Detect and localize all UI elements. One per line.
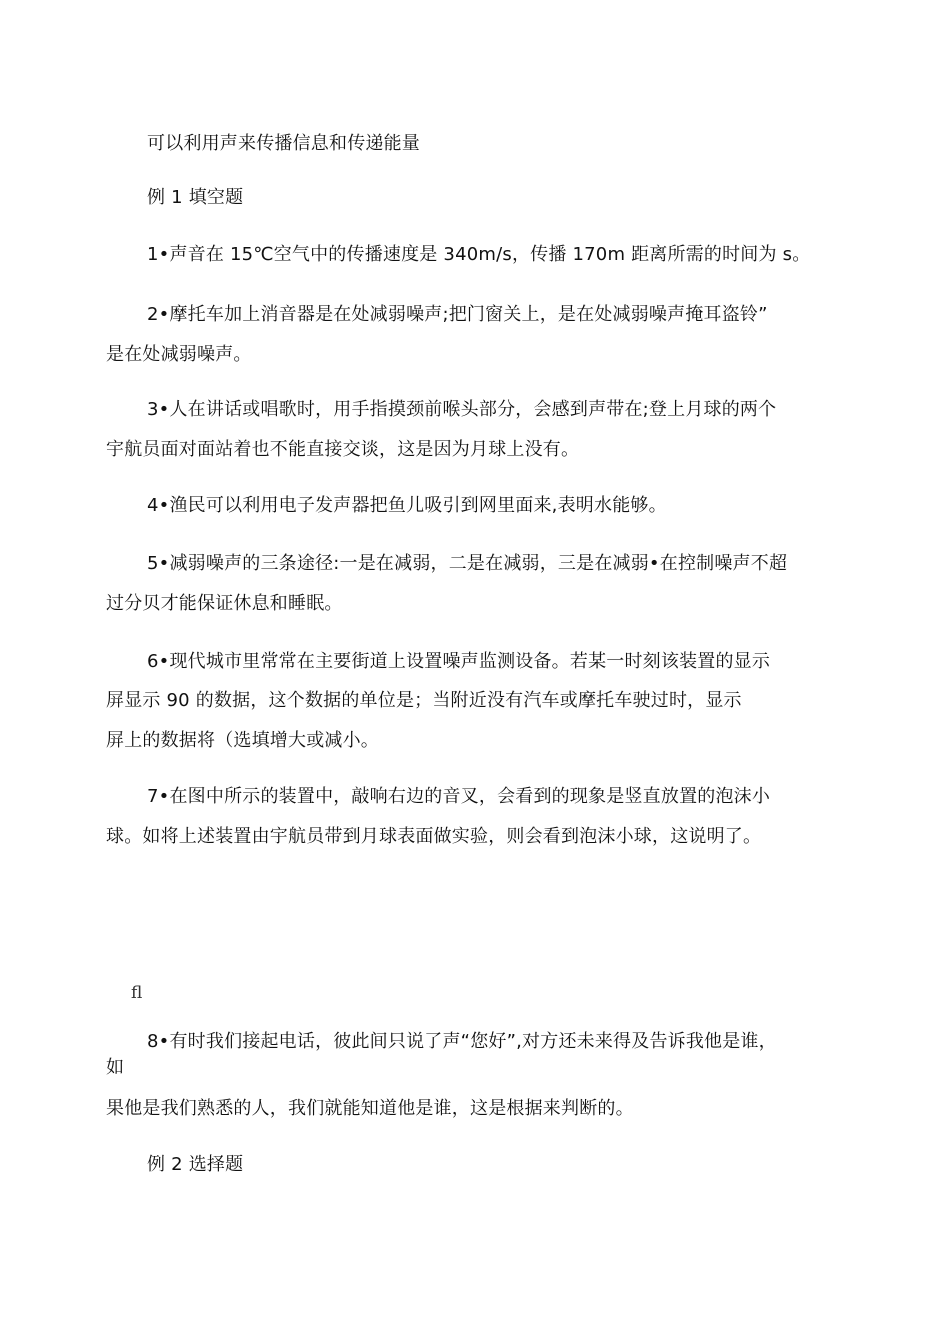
example-1-title: 例 1 填空题 (147, 187, 244, 208)
question-8-line-2: 果他是我们熟悉的人，我们就能知道他是谁，这是根据来判断的。 (106, 1098, 634, 1119)
figure-placeholder: fl (131, 983, 143, 1003)
example-2-title: 例 2 选择题 (147, 1154, 244, 1175)
question-4: 4•渔民可以利用电子发声器把鱼儿吸引到网里面来,表明水能够。 (147, 495, 667, 516)
question-7-line-1: 7•在图中所示的装置中，敲响右边的音叉，会看到的现象是竖直放置的泡沫小 (147, 786, 771, 807)
question-2-line-2: 是在处减弱噪声。 (106, 344, 252, 365)
question-3-line-1: 3•人在讲话或唱歌时，用手指摸颈前喉头部分，会感到声带在;登上月球的两个 (147, 399, 777, 420)
question-7-line-2: 球。如将上述装置由宇航员带到月球表面做实验，则会看到泡沫小球，这说明了。 (106, 826, 762, 847)
question-1: 1•声音在 15℃空气中的传播速度是 340m/s，传播 170m 距离所需的时间为 s。 (147, 244, 811, 265)
question-6-line-3: 屏上的数据将（选填增大或减小。 (106, 730, 379, 751)
question-3-line-2: 宇航员面对面站着也不能直接交谈，这是因为月球上没有。 (106, 439, 580, 460)
question-5-line-2: 过分贝才能保证休息和睡眠。 (106, 593, 343, 614)
question-5-line-1: 5•减弱噪声的三条途径:一是在减弱，二是在减弱，三是在减弱•在控制噪声不超 (147, 553, 788, 574)
question-6-line-1: 6•现代城市里常常在主要街道上设置噪声监测设备。若某一时刻该装置的显示 (147, 651, 771, 672)
question-8-line-1-wrap: 如 (106, 1057, 125, 1078)
question-8-line-1: 8•有时我们接起电话，彼此间只说了声“您好”,对方还未来得及告诉我他是谁， (147, 1031, 777, 1052)
question-6-line-2: 屏显示 90 的数据，这个数据的单位是；当附近没有汽车或摩托车驶过时，显示 (106, 690, 742, 711)
question-2-line-1: 2•摩托车加上消音器是在处减弱噪声;把门窗关上，是在处减弱噪声掩耳盗铃” (147, 304, 768, 325)
section-heading: 可以利用声来传播信息和传递能量 (147, 133, 420, 154)
